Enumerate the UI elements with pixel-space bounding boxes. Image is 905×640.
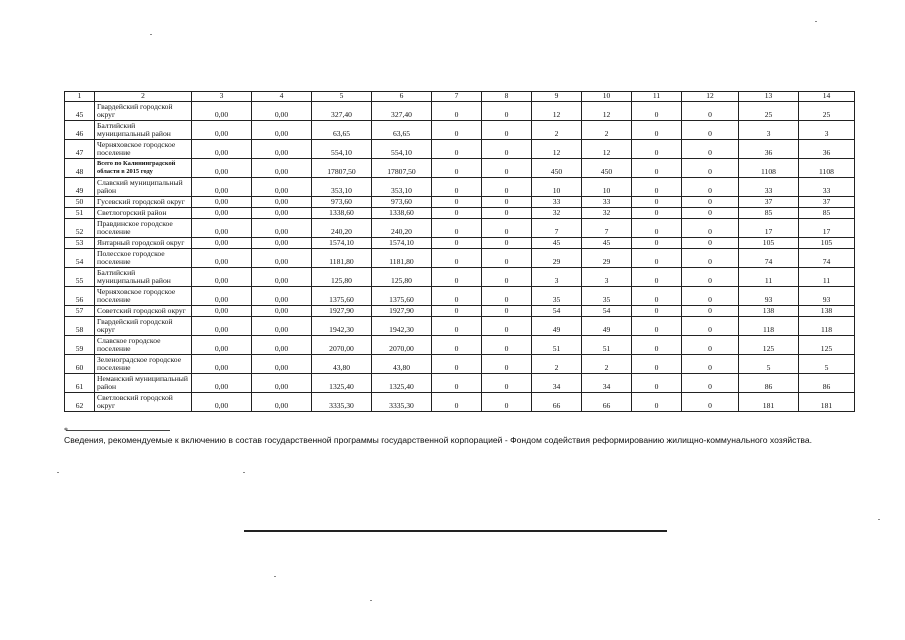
value-cell: 0 (432, 196, 482, 207)
value-cell: 0 (482, 286, 532, 305)
value-cell: 0,00 (252, 101, 312, 120)
value-cell: 0,00 (252, 286, 312, 305)
value-cell: 35 (532, 286, 582, 305)
row-number-cell: 61 (65, 373, 95, 392)
value-cell: 0 (632, 139, 682, 158)
value-cell: 0,00 (252, 335, 312, 354)
value-cell: 3 (532, 267, 582, 286)
municipality-name-cell: Черняховское городское поселение (95, 139, 192, 158)
column-number: 12 (682, 92, 739, 102)
value-cell: 125,80 (312, 267, 372, 286)
value-cell: 0 (482, 335, 532, 354)
value-cell: 0,00 (252, 354, 312, 373)
value-cell: 0 (482, 177, 532, 196)
value-cell: 0 (432, 218, 482, 237)
value-cell: 0 (682, 335, 739, 354)
value-cell: 93 (739, 286, 799, 305)
value-cell: 0,00 (252, 392, 312, 411)
value-cell: 0,00 (192, 305, 252, 316)
value-cell: 0 (682, 139, 739, 158)
table-row (65, 177, 855, 196)
table-row (65, 286, 855, 305)
value-cell: 12 (532, 139, 582, 158)
value-cell: 2070,00 (312, 335, 372, 354)
value-cell: 0 (482, 373, 532, 392)
column-number: 4 (252, 92, 312, 102)
municipality-name-cell: Гвардейский городской округ (95, 316, 192, 335)
value-cell: 1574,10 (372, 237, 432, 248)
value-cell: 0 (432, 158, 482, 177)
value-cell: 12 (582, 139, 632, 158)
data-table (64, 91, 855, 412)
municipality-name-cell: Балтийский муниципальный район (95, 267, 192, 286)
value-cell: 0 (632, 286, 682, 305)
value-cell: 35 (582, 286, 632, 305)
value-cell: 125,80 (372, 267, 432, 286)
value-cell: 25 (739, 101, 799, 120)
value-cell: 0,00 (192, 139, 252, 158)
column-number: 1 (65, 92, 95, 102)
value-cell: 125 (799, 335, 855, 354)
value-cell: 66 (582, 392, 632, 411)
value-cell: 3 (739, 120, 799, 139)
value-cell: 2 (582, 120, 632, 139)
value-cell: 0 (432, 177, 482, 196)
value-cell: 12 (532, 101, 582, 120)
value-cell: 36 (799, 139, 855, 158)
value-cell: 34 (582, 373, 632, 392)
value-cell: 353,10 (312, 177, 372, 196)
value-cell: 1325,40 (312, 373, 372, 392)
value-cell: 0,00 (192, 373, 252, 392)
value-cell: 51 (532, 335, 582, 354)
municipality-name-cell: Советский городской округ (95, 305, 192, 316)
value-cell: 1108 (739, 158, 799, 177)
value-cell: 0 (632, 316, 682, 335)
value-cell: 43,80 (312, 354, 372, 373)
value-cell: 33 (799, 177, 855, 196)
municipality-name-cell: Неманский муниципальный район (95, 373, 192, 392)
column-number: 10 (582, 92, 632, 102)
value-cell: 86 (799, 373, 855, 392)
value-cell: 0 (432, 373, 482, 392)
municipality-name-cell: Черняховское городское поселение (95, 286, 192, 305)
value-cell: 12 (582, 101, 632, 120)
value-cell: 29 (532, 248, 582, 267)
municipality-name-cell: Правдинское городское поселение (95, 218, 192, 237)
row-number-cell: 59 (65, 335, 95, 354)
value-cell: 0,00 (252, 267, 312, 286)
value-cell: 0 (682, 305, 739, 316)
value-cell: 0,00 (192, 196, 252, 207)
row-number-cell: 50 (65, 196, 95, 207)
value-cell: 0 (682, 392, 739, 411)
value-cell: 3 (799, 120, 855, 139)
value-cell: 0 (682, 373, 739, 392)
value-cell: 0 (682, 158, 739, 177)
value-cell: 63,65 (312, 120, 372, 139)
value-cell: 0,00 (252, 218, 312, 237)
value-cell: 33 (582, 196, 632, 207)
value-cell: 0 (682, 316, 739, 335)
value-cell: 0 (632, 158, 682, 177)
value-cell: 86 (739, 373, 799, 392)
value-cell: 0 (632, 101, 682, 120)
value-cell: 0 (632, 177, 682, 196)
value-cell: 7 (532, 218, 582, 237)
value-cell: 125 (739, 335, 799, 354)
value-cell: 45 (582, 237, 632, 248)
value-cell: 240,20 (372, 218, 432, 237)
value-cell: 0 (432, 139, 482, 158)
value-cell: 0 (632, 305, 682, 316)
table-row (65, 158, 855, 177)
value-cell: 181 (739, 392, 799, 411)
value-cell: 2 (532, 354, 582, 373)
value-cell: 0 (432, 305, 482, 316)
row-number-cell: 60 (65, 354, 95, 373)
value-cell: 0 (432, 207, 482, 218)
value-cell: 0 (632, 267, 682, 286)
table-row (65, 305, 855, 316)
value-cell: 0,00 (192, 335, 252, 354)
footnote-mark: * (64, 426, 68, 435)
table-row (65, 218, 855, 237)
row-number-cell: 53 (65, 237, 95, 248)
value-cell: 1338,60 (312, 207, 372, 218)
value-cell: 118 (739, 316, 799, 335)
value-cell: 0 (482, 305, 532, 316)
table-row (65, 335, 855, 354)
value-cell: 29 (582, 248, 632, 267)
value-cell: 49 (532, 316, 582, 335)
value-cell: 32 (532, 207, 582, 218)
value-cell: 0 (682, 207, 739, 218)
row-number-cell: 57 (65, 305, 95, 316)
value-cell: 2070,00 (372, 335, 432, 354)
value-cell: 43,80 (372, 354, 432, 373)
row-number-cell: 51 (65, 207, 95, 218)
value-cell: 0 (682, 196, 739, 207)
value-cell: 1942,30 (372, 316, 432, 335)
table-row (65, 207, 855, 218)
value-cell: 93 (799, 286, 855, 305)
value-cell: 10 (532, 177, 582, 196)
value-cell: 0 (432, 120, 482, 139)
value-cell: 0,00 (192, 316, 252, 335)
table-header-row (65, 92, 855, 102)
value-cell: 0 (632, 237, 682, 248)
value-cell: 0 (682, 354, 739, 373)
municipality-name-cell: Светлогорский район (95, 207, 192, 218)
value-cell: 7 (582, 218, 632, 237)
value-cell: 0 (632, 120, 682, 139)
value-cell: 10 (582, 177, 632, 196)
value-cell: 0 (632, 392, 682, 411)
value-cell: 0 (632, 354, 682, 373)
value-cell: 2 (582, 354, 632, 373)
municipality-name-cell: Славский муниципальный район (95, 177, 192, 196)
value-cell: 66 (532, 392, 582, 411)
value-cell: 0 (682, 248, 739, 267)
value-cell: 0,00 (192, 120, 252, 139)
table-row (65, 392, 855, 411)
value-cell: 17807,50 (312, 158, 372, 177)
table-row (65, 354, 855, 373)
value-cell: 25 (799, 101, 855, 120)
value-cell: 0 (482, 316, 532, 335)
municipality-name-cell: Светловский городской округ (95, 392, 192, 411)
value-cell: 240,20 (312, 218, 372, 237)
value-cell: 1108 (799, 158, 855, 177)
value-cell: 2 (532, 120, 582, 139)
scan-speck (150, 34, 152, 35)
value-cell: 5 (799, 354, 855, 373)
footnote-text: Сведения, рекомендуемые к включению в состав государственной программы государственной корпорацией - Фондом содействия реформированию жилищно-коммунального хозяйства. (64, 435, 813, 445)
value-cell: 138 (739, 305, 799, 316)
value-cell: 0,00 (192, 158, 252, 177)
value-cell: 1181,80 (372, 248, 432, 267)
column-number: 14 (799, 92, 855, 102)
value-cell: 0 (432, 354, 482, 373)
value-cell: 51 (582, 335, 632, 354)
value-cell: 138 (799, 305, 855, 316)
value-cell: 0 (682, 267, 739, 286)
value-cell: 17807,50 (372, 158, 432, 177)
scan-speck (57, 472, 59, 473)
row-number-cell: 48 (65, 158, 95, 177)
value-cell: 63,65 (372, 120, 432, 139)
value-cell: 554,10 (312, 139, 372, 158)
scan-speck (370, 600, 372, 601)
signature-line (244, 530, 667, 532)
value-cell: 1338,60 (372, 207, 432, 218)
column-number: 11 (632, 92, 682, 102)
value-cell: 3335,30 (372, 392, 432, 411)
value-cell: 181 (799, 392, 855, 411)
value-cell: 0 (482, 196, 532, 207)
value-cell: 0,00 (252, 248, 312, 267)
value-cell: 0,00 (252, 158, 312, 177)
table-row (65, 248, 855, 267)
value-cell: 1927,90 (372, 305, 432, 316)
value-cell: 0 (482, 354, 532, 373)
value-cell: 0,00 (252, 373, 312, 392)
value-cell: 1942,30 (312, 316, 372, 335)
table-row (65, 120, 855, 139)
value-cell: 0,00 (192, 267, 252, 286)
value-cell: 0 (482, 248, 532, 267)
value-cell: 0,00 (192, 237, 252, 248)
value-cell: 0,00 (192, 248, 252, 267)
value-cell: 37 (739, 196, 799, 207)
table-row (65, 139, 855, 158)
value-cell: 74 (739, 248, 799, 267)
value-cell: 105 (739, 237, 799, 248)
value-cell: 0 (682, 218, 739, 237)
value-cell: 0 (682, 237, 739, 248)
table-row (65, 316, 855, 335)
value-cell: 0 (482, 267, 532, 286)
value-cell: 0,00 (252, 120, 312, 139)
value-cell: 74 (799, 248, 855, 267)
value-cell: 0 (482, 237, 532, 248)
footnote-divider (66, 430, 170, 431)
value-cell: 0,00 (252, 237, 312, 248)
value-cell: 0 (482, 139, 532, 158)
value-cell: 0,00 (192, 354, 252, 373)
value-cell: 0,00 (252, 207, 312, 218)
value-cell: 0 (432, 101, 482, 120)
value-cell: 54 (532, 305, 582, 316)
scan-speck (274, 576, 276, 577)
municipality-name-cell: Балтийский муниципальный район (95, 120, 192, 139)
row-number-cell: 52 (65, 218, 95, 237)
value-cell: 33 (739, 177, 799, 196)
value-cell: 1375,60 (372, 286, 432, 305)
value-cell: 1574,10 (312, 237, 372, 248)
table-row (65, 101, 855, 120)
row-number-cell: 45 (65, 101, 95, 120)
column-number: 2 (95, 92, 192, 102)
value-cell: 0 (682, 286, 739, 305)
value-cell: 0 (432, 335, 482, 354)
value-cell: 0 (632, 335, 682, 354)
value-cell: 0 (432, 392, 482, 411)
value-cell: 0,00 (252, 177, 312, 196)
column-number: 6 (372, 92, 432, 102)
row-number-cell: 56 (65, 286, 95, 305)
value-cell: 1325,40 (372, 373, 432, 392)
value-cell: 34 (532, 373, 582, 392)
value-cell: 0 (432, 248, 482, 267)
value-cell: 0 (432, 237, 482, 248)
row-number-cell: 49 (65, 177, 95, 196)
value-cell: 0 (682, 120, 739, 139)
value-cell: 0,00 (192, 218, 252, 237)
municipality-name-cell: Славское городское поселение (95, 335, 192, 354)
value-cell: 973,60 (312, 196, 372, 207)
row-number-cell: 62 (65, 392, 95, 411)
value-cell: 0 (632, 373, 682, 392)
value-cell: 1181,80 (312, 248, 372, 267)
column-number: 5 (312, 92, 372, 102)
value-cell: 0,00 (192, 286, 252, 305)
column-number: 7 (432, 92, 482, 102)
table-row (65, 196, 855, 207)
value-cell: 450 (532, 158, 582, 177)
value-cell: 0 (632, 248, 682, 267)
value-cell: 33 (532, 196, 582, 207)
value-cell: 0 (432, 286, 482, 305)
value-cell: 0 (482, 101, 532, 120)
scan-speck (878, 519, 880, 520)
column-number: 3 (192, 92, 252, 102)
value-cell: 1375,60 (312, 286, 372, 305)
value-cell: 0,00 (252, 196, 312, 207)
value-cell: 17 (739, 218, 799, 237)
row-number-cell: 47 (65, 139, 95, 158)
value-cell: 554,10 (372, 139, 432, 158)
column-number: 8 (482, 92, 532, 102)
value-cell: 118 (799, 316, 855, 335)
value-cell: 353,10 (372, 177, 432, 196)
column-number: 9 (532, 92, 582, 102)
value-cell: 0 (482, 207, 532, 218)
value-cell: 85 (739, 207, 799, 218)
value-cell: 0 (482, 120, 532, 139)
value-cell: 49 (582, 316, 632, 335)
municipality-name-cell: Зеленоградское городское поселение (95, 354, 192, 373)
value-cell: 0 (682, 177, 739, 196)
value-cell: 0 (482, 218, 532, 237)
value-cell: 0,00 (192, 177, 252, 196)
value-cell: 85 (799, 207, 855, 218)
table-row (65, 373, 855, 392)
value-cell: 0 (432, 267, 482, 286)
value-cell: 0 (482, 392, 532, 411)
value-cell: 327,40 (372, 101, 432, 120)
scan-speck (243, 472, 245, 473)
value-cell: 0,00 (252, 316, 312, 335)
table-row (65, 237, 855, 248)
value-cell: 0 (632, 218, 682, 237)
value-cell: 0,00 (192, 101, 252, 120)
municipality-name-cell: Всего по Калининградской области в 2015 году (95, 158, 192, 177)
value-cell: 3 (582, 267, 632, 286)
value-cell: 0,00 (252, 305, 312, 316)
row-number-cell: 54 (65, 248, 95, 267)
municipality-name-cell: Гвардейский городской округ (95, 101, 192, 120)
value-cell: 54 (582, 305, 632, 316)
value-cell: 0 (482, 158, 532, 177)
value-cell: 105 (799, 237, 855, 248)
value-cell: 973,60 (372, 196, 432, 207)
value-cell: 0 (632, 196, 682, 207)
value-cell: 11 (739, 267, 799, 286)
value-cell: 5 (739, 354, 799, 373)
column-number: 13 (739, 92, 799, 102)
value-cell: 45 (532, 237, 582, 248)
row-number-cell: 58 (65, 316, 95, 335)
value-cell: 37 (799, 196, 855, 207)
table-row (65, 267, 855, 286)
municipality-name-cell: Гусевский городской округ (95, 196, 192, 207)
value-cell: 3335,30 (312, 392, 372, 411)
row-number-cell: 55 (65, 267, 95, 286)
value-cell: 0 (632, 207, 682, 218)
value-cell: 17 (799, 218, 855, 237)
municipality-name-cell: Янтарный городской округ (95, 237, 192, 248)
value-cell: 36 (739, 139, 799, 158)
value-cell: 0 (682, 101, 739, 120)
value-cell: 1927,90 (312, 305, 372, 316)
value-cell: 327,40 (312, 101, 372, 120)
scan-speck (815, 21, 817, 22)
value-cell: 0,00 (192, 207, 252, 218)
value-cell: 0,00 (192, 392, 252, 411)
row-number-cell: 46 (65, 120, 95, 139)
value-cell: 11 (799, 267, 855, 286)
value-cell: 32 (582, 207, 632, 218)
municipality-name-cell: Полесское городское поселение (95, 248, 192, 267)
value-cell: 450 (582, 158, 632, 177)
value-cell: 0,00 (252, 139, 312, 158)
value-cell: 0 (432, 316, 482, 335)
